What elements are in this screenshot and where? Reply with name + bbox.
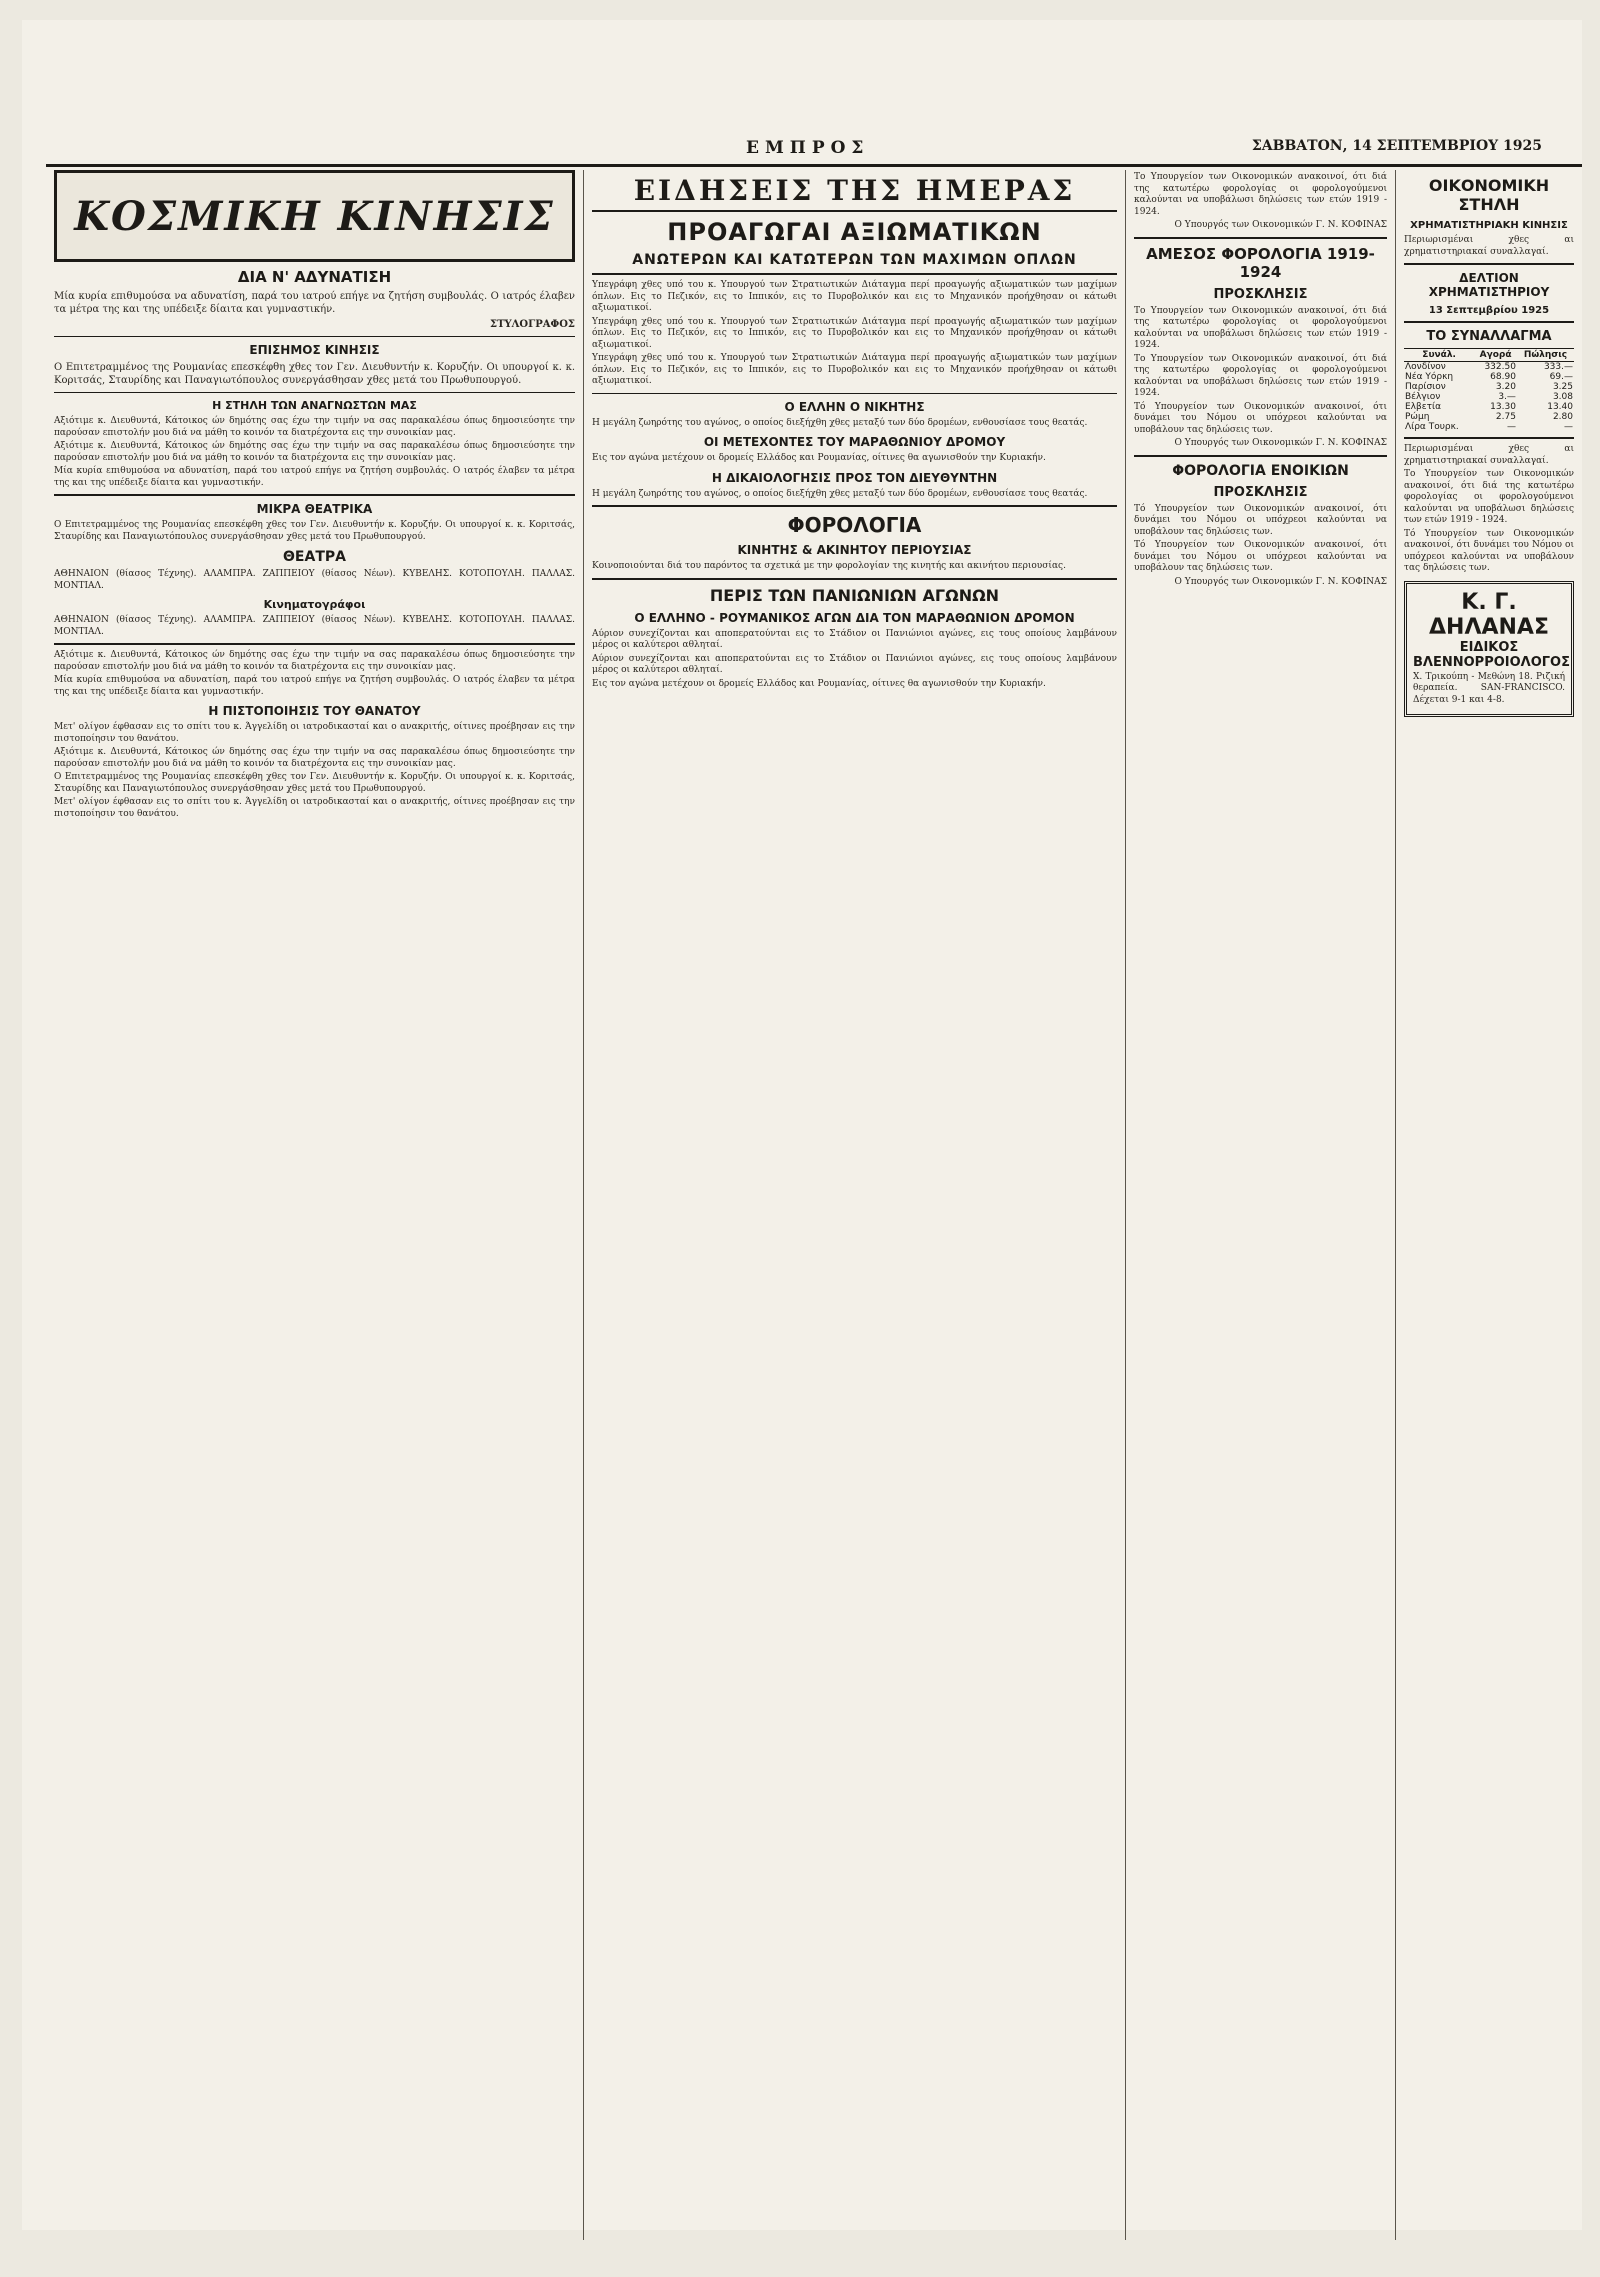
article-body: Ο Επιτετραμμένος της Ρουμανίας επεσκέφθη χθες τον Γεν. Διευθυντήν κ. Κορυζήν. Οι υπουργοί κ. κ. Κοριτσάς, Σταυρίδης και Παναγιωτόπουλος συνεργάσθησαν χθες μετά του Πρωθυπουργού. <box>54 520 575 542</box>
column-economy <box>1396 170 1582 2240</box>
table-cell: 2.80 <box>1552 412 1573 422</box>
section-title: ΟΙΚΟΝΟΜΙΚΗ ΣΤΗΛΗ <box>1428 176 1550 214</box>
article-title: Η ΣΤΗΛΗ ΤΩΝ ΑΝΑΓΝΩΣΤΩΝ ΜΑΣ <box>212 399 417 412</box>
table-header-cell: Συνάλ. <box>1404 349 1474 362</box>
main-headline: ΠΡΟΑΓΩΓΑΙ ΑΞΙΩΜΑΤΙΚΩΝ <box>667 218 1042 246</box>
article-body: Η μεγάλη ζωηρότης του αγώνος, ο οποίος διεξήχθη χθες μεταξύ των δύο δρομέων, ενθουσίασε τους θεατάς. <box>592 488 1088 499</box>
exchange-table <box>1404 348 1574 432</box>
article-body-filler: Μία κυρία επιθυμούσα να αδυνατίση, παρά του ιατρού επήγε να ζητήση συμβουλάς. Ο ιατρός έλαβεν τα μέτρα της και της υπέδειξε δίαιτα και γυμναστικήν. <box>54 466 575 488</box>
article-subtitle: ΠΡΟΣΚΛΗΣΙΣ <box>1213 286 1308 302</box>
table-cell: Ελβετία <box>1405 402 1442 412</box>
exchange-title: ΤΟ ΣΥΝΑΛΛΑΓΜΑ <box>1426 329 1552 344</box>
article-title: ΕΠΙΣΗΜΟΣ ΚΙΝΗΣΙΣ <box>249 343 380 357</box>
article-title: ΟΙ ΜΕΤΕΧΟΝΤΕΣ ΤΟΥ ΜΑΡΑΘΩΝΙΟΥ ΔΡΟΜΟΥ <box>703 435 1006 449</box>
article-title: ΔΙΑ Ν' ΑΔΥΝΑΤΙΣΗ <box>237 268 392 286</box>
article-body: Εις τον αγώνα μετέχουν οι δρομείς Ελλάδος και Ρουμανίας, οίτινες θα αγωνισθούν την Κυριακήν. <box>592 453 1046 463</box>
table-row <box>1404 382 1574 392</box>
article-body-filler: Το Υπουργείον των Οικονομικών ανακοινοί, ότι διά της κατωτέρω φορολογίας οι φορολογούμενοι καλούνται να υποβάλωσι δηλώσεις των ετών 1919 - 1924. <box>1404 469 1574 525</box>
article-body-filler: Αύριον συνεχίζονται και αποπερατούνται εις το Στάδιον οι Πανιώνιοι αγώνες, εις τους οποίους λαμβάνουν μέρος οι καλύτεροι αθληταί. <box>592 653 1117 675</box>
article-body-filler: Τό Υπουργείον των Οικονομικών ανακοινοί, ότι δυνάμει του Νόμου οι υπόχρεοι καλούνται να υποβάλουν τας δηλώσεις των. <box>1404 528 1574 573</box>
article-title: Η ΔΙΚΑΙΟΛΟΓΗΣΙΣ ΠΡΟΣ ΤΟΝ ΔΙΕΥΘΥΝΤΗΝ <box>711 470 998 485</box>
table-cell: 2.75 <box>1495 412 1516 422</box>
table-header-cell: Πώλησις <box>1517 349 1574 362</box>
divider <box>54 494 575 496</box>
table-cell: — <box>1506 422 1516 432</box>
bulletin-date: 13 Σεπτεμβρίου 1925 <box>1428 305 1550 316</box>
article-body: Το Υπουργείον των Οικονομικών ανακοινοί, ότι διά της κατωτέρω φορολογίας οι φορολογούμενοι καλούνται να υποβάλωσι δηλώσεις των ετών 1919 - 1924. <box>1134 305 1387 350</box>
divider <box>592 273 1117 275</box>
table-cell: 13.40 <box>1547 402 1573 412</box>
table-cell: Παρίσιον <box>1405 382 1446 392</box>
table-cell: 3.25 <box>1552 382 1573 392</box>
article-title: ΦΟΡΟΛΟΓΙΑ <box>787 513 922 537</box>
article-subtitle: ΠΡΟΣΚΛΗΣΙΣ <box>1213 484 1308 500</box>
table-cell: 332.50 <box>1484 362 1516 372</box>
divider <box>1404 437 1574 439</box>
ad-subtitle: ΕΙΔΙΚΟΣ ΒΛΕΝΝΟΡΡΟΙΟΛΟΓΟΣ <box>1413 639 1570 670</box>
article-title: ΠΕΡΙΣ ΤΩΝ ΠΑΝΙΩΝΙΩΝ ΑΓΩΝΩΝ <box>709 585 1000 605</box>
main-subheadline: ΑΝΩΤΕΡΩΝ ΚΑΙ ΚΑΤΩΤΕΡΩΝ ΤΩΝ ΜΑΧΙΜΩΝ ΟΠΛΩΝ <box>632 252 1077 268</box>
newspaper-page <box>22 20 1582 2230</box>
bulletin-title: ΔΕΛΤΙΟΝ ΧΡΗΜΑΤΙΣΤΗΡΙΟΥ <box>1428 271 1550 299</box>
article-body-filler: Το Υπουργείον των Οικονομικών ανακοινοί, ότι διά της κατωτέρω φορολογίας οι φορολογούμενοι καλούνται να υποβάλωσι δηλώσεις των ετών 1919 - 1924. <box>1134 353 1387 398</box>
table-cell: Λονδίνον <box>1405 362 1446 372</box>
table-cell: 13.30 <box>1490 402 1516 412</box>
article-body-filler: Εις τον αγώνα μετέχουν οι δρομείς Ελλάδος και Ρουμανίας, οίτινες θα αγωνισθούν την Κυριακήν. <box>592 678 1046 689</box>
article-body-filler: Μετ' ολίγον έφθασαν εις το σπίτι του κ. Άγγελίδη οι ιατροδικασταί και ο ανακριτής, οίτινες προέβησαν εις την πιστοποίησιν του θανάτου. <box>54 797 575 819</box>
column-news <box>584 170 1126 2240</box>
table-cell: Λίρα Τουρκ. <box>1405 422 1459 432</box>
ad-body: Χ. Τρικούπη - Μεθώνη 18. Ριζική θεραπεία. SAN-FRANCISCO. Δέχεται 9-1 και 4-8. <box>1413 671 1565 705</box>
section-title: ΜΙΚΡΑ ΘΕΑΤΡΙΚΑ <box>256 502 373 516</box>
article-body-filler: Ο Επιτετραμμένος της Ρουμανίας επεσκέφθη χθες τον Γεν. Διευθυντήν κ. Κορυζήν. Οι υπουργοί κ. κ. Κοριτσάς, Σταυρίδης και Παναγιωτόπουλος συνεργάσθησαν χθες μετά του Πρωθυπουργού. <box>54 772 575 794</box>
divider <box>592 393 1117 394</box>
table-cell: Νέα Υόρκη <box>1405 372 1454 382</box>
table-header-row <box>1404 349 1574 362</box>
cinema-listing: ΑΘΗΝΑΙΟΝ (θίασος Τέχνης). ΑΛΑΜΠΡΑ. ΖΑΠΠΕΙΟΥ (θίασος Νέων). ΚΥΒΕΛΗΣ. ΚΟΤΟΠΟΥΛΗ. ΠΑΛΛΑΣ. ΜΟΝΤΙΑΛ. <box>54 615 575 637</box>
theater-listing: ΑΘΗΝΑΙΟΝ (θίασος Τέχνης). ΑΛΑΜΠΡΑ. ΖΑΠΠΕΙΟΥ (θίασος Νέων). ΚΥΒΕΛΗΣ. ΚΟΤΟΠΟΥΛΗ. ΠΑΛΛΑΣ. ΜΟΝΤΙΑΛ. <box>54 569 575 591</box>
table-row <box>1404 362 1574 373</box>
divider <box>54 643 575 645</box>
article-signature: Ο Υπουργός των Οικονομικών Γ. Ν. ΚΟΦΙΝΑΣ <box>1174 576 1387 587</box>
divider <box>54 392 575 393</box>
table-cell: 3.08 <box>1552 392 1573 402</box>
table-header-cell: Αγορά <box>1474 349 1517 362</box>
table-row <box>1404 412 1574 422</box>
column-tax <box>1126 170 1396 2240</box>
table-cell: — <box>1564 422 1573 432</box>
table-cell: 3.20 <box>1495 382 1516 392</box>
article-body: Μία κυρία επιθυμούσα να αδυνατίση, παρά του ιατρού επήγε να ζητήση συμβουλάς. Ο ιατρός έλαβεν τα μέτρα της και της υπέδειξε δίαιτα και γυμναστικήν. <box>54 291 575 315</box>
table-row <box>1404 402 1574 412</box>
divider <box>1404 263 1574 265</box>
divider <box>1134 455 1387 457</box>
issue-date: ΣΑΒΒΑΤΟΝ, 14 ΣΕΠΤΕΜΒΡΙΟΥ 1925 <box>1251 138 1542 154</box>
divider <box>592 505 1117 507</box>
article-signature: ΣΤΥΛΟΓΡΑΦΟΣ <box>490 319 575 330</box>
divider <box>1404 321 1574 323</box>
article-body: Κοινοποιούνται διά του παρόντος τα σχετικά με την φορολογίαν της κινητής και ακινήτου περιουσίας. <box>592 561 1066 571</box>
article-body-filler: Τό Υπουργείον των Οικονομικών ανακοινοί, ότι δυνάμει του Νόμου οι υπόχρεοι καλούνται να υποβάλουν τας δηλώσεις των. <box>1134 540 1387 573</box>
newspaper-name: ΕΜΠΡΟΣ <box>746 138 870 158</box>
article-body: Μία κυρία επιθυμούσα να αδυνατίση, παρά του ιατρού επήγε να ζητήση συμβουλάς. Ο ιατρός έλαβεν τα μέτρα της και της υπέδειξε δίαιτα και γυμναστικήν. <box>54 675 575 697</box>
article-title: ΑΜΕΣΟΣ ΦΟΡΟΛΟΓΙΑ 1919-1924 <box>1146 244 1375 281</box>
table-cell: Ρώμη <box>1405 412 1430 422</box>
article-title: ΦΟΡΟΛΟΓΙΑ ΕΝΟΙΚΙΩΝ <box>1172 462 1349 479</box>
article-body: Αξιότιμε κ. Διευθυντά, Κάτοικος ών δημότης σας έχω την τιμήν να σας παρακαλέσω όπως δημοσιεύσητε την παρούσαν επιστολήν μου διά να μάθη το κοινόν τα διατρέχοντα εις την συνοικίαν μας. <box>54 416 575 438</box>
article-signature: Ο Υπουργός των Οικονομικών Γ. Ν. ΚΟΦΙΝΑΣ <box>1174 220 1387 230</box>
article-body: Αξιότιμε κ. Διευθυντά, Κάτοικος ών δημότης σας έχω την τιμήν να σας παρακαλέσω όπως δημοσιεύσητε την παρούσαν επιστολήν μου διά να μάθη το κοινόν τα διατρέχοντα εις την συνοικίαν μας. <box>54 650 575 672</box>
article-signature: Ο Υπουργός των Οικονομικών Γ. Ν. ΚΟΦΙΝΑΣ <box>1174 438 1387 448</box>
article-body: Περιωρισμέναι χθες αι χρηματιστηριακαί συναλλαγαί. <box>1404 444 1574 466</box>
article-body-filler: Αξιότιμε κ. Διευθυντά, Κάτοικος ών δημότης σας έχω την τιμήν να σας παρακαλέσω όπως δημοσιεύσητε την παρούσαν επιστολήν μου διά να μάθη το κοινόν τα διατρέχοντα εις την συνοικίαν μας. <box>54 747 575 769</box>
table-cell: Βέλγιον <box>1405 392 1441 402</box>
article-body: Ο Επιτετραμμένος της Ρουμανίας επεσκέφθη χθες τον Γεν. Διευθυντήν κ. Κορυζήν. Οι υπουργοί κ. κ. Κοριτσάς, Σταυρίδης και Παναγιωτόπουλος συνεργάσθησαν χθες μετά του Πρωθυπουργού. <box>54 362 575 386</box>
table-cell: 333.— <box>1543 362 1573 372</box>
table-row <box>1404 392 1574 402</box>
article-body-filler: Υπεγράφη χθες υπό του κ. Υπουργού των Στρατιωτικών Διάταγμα περί προαγωγής αξιωματικών των μαχίμων όπλων. Εις το Πεζικόν, εις το Ιππικόν, εις το Πυροβολικόν και εις το Μηχανικόν προήχθησαν οι κάτωθι αξιωματικοί. <box>592 316 1117 350</box>
article-title: Ο ΕΛΛΗΝ Ο ΝΙΚΗΤΗΣ <box>784 399 925 414</box>
table-cell: 68.90 <box>1490 372 1516 382</box>
divider <box>592 578 1117 580</box>
table-cell: 69.— <box>1549 372 1573 382</box>
article-body: Περιωρισμέναι χθες αι χρηματιστηριακαί συναλλαγαί. <box>1404 235 1574 257</box>
table-row <box>1404 372 1574 382</box>
article-subtitle: ΚΙΝΗΤΗΣ & ΑΚΙΝΗΤΟΥ ΠΕΡΙΟΥΣΙΑΣ <box>737 543 972 557</box>
doctor-advertisement <box>1404 581 1574 718</box>
section-banner-eidiseis: ΕΙΔΗΣΕΙΣ ΤΗΣ ΗΜΕΡΑΣ <box>592 170 1117 212</box>
article-body: Αύριον συνεχίζονται και αποπερατούνται εις το Στάδιον οι Πανιώνιοι αγώνες, εις τους οποίους λαμβάνουν μέρος οι καλύτεροι αθληταί. <box>592 628 1117 650</box>
divider <box>1134 237 1387 239</box>
article-title: Η ΠΙΣΤΟΠΟΙΗΣΙΣ ΤΟΥ ΘΑΝΑΤΟΥ <box>208 704 421 718</box>
table-cell: 3.— <box>1498 392 1516 402</box>
section-title: ΘΕΑΤΡΑ <box>283 549 346 565</box>
article-body-filler: Αξιότιμε κ. Διευθυντά, Κάτοικος ών δημότης σας έχω την τιμήν να σας παρακαλέσω όπως δημοσιεύσητε την παρούσαν επιστολήν μου διά να μάθη το κοινόν τα διατρέχοντα εις την συνοικίαν μας. <box>54 441 575 463</box>
article-body-filler: Τό Υπουργείον των Οικονομικών ανακοινοί, ότι δυνάμει του Νόμου οι υπόχρεοι καλούνται να υποβάλουν τας δηλώσεις των. <box>1134 401 1387 435</box>
article-body: Η μεγάλη ζωηρότης του αγώνος, ο οποίος διεξήχθη χθες μεταξύ των δύο δρομέων, ενθουσίασε τους θεατάς. <box>592 417 1088 428</box>
divider <box>54 336 575 337</box>
table-row <box>1404 422 1574 432</box>
article-body: Τό Υπουργείον των Οικονομικών ανακοινοί, ότι δυνάμει του Νόμου οι υπόχρεοι καλούνται να υποβάλουν τας δηλώσεις των. <box>1134 503 1387 537</box>
section-banner-kosmiki-kinisis: ΚΟΣΜΙΚΗ ΚΙΝΗΣΙΣ <box>54 170 575 262</box>
article-body: Μετ' ολίγον έφθασαν εις το σπίτι του κ. Άγγελίδη οι ιατροδικασταί και ο ανακριτής, οίτινες προέβησαν εις την πιστοποίησιν του θανάτου. <box>54 722 575 744</box>
article-body-filler: Υπεγράφη χθες υπό του κ. Υπουργού των Στρατιωτικών Διάταγμα περί προαγωγής αξιωματικών των μαχίμων όπλων. Εις το Πεζικόν, εις το Ιππικόν, εις το Πυροβολικόν και εις το Μηχανικόν προήχθησαν οι κάτωθι αξιωματικοί. <box>592 353 1117 386</box>
article-subtitle: Ο ΕΛΛΗΝΟ - ΡΟΥΜΑΝΙΚΟΣ ΑΓΩΝ ΔΙΑ ΤΟΝ ΜΑΡΑΘΩΝΙΟΝ ΔΡΟΜΟΝ <box>634 610 1075 625</box>
column-social <box>46 170 584 2240</box>
section-title: Κινηματογράφοι <box>263 598 366 611</box>
article-body: Το Υπουργείον των Οικονομικών ανακοινοί, ότι διά της κατωτέρω φορολογίας οι φορολογούμενοι καλούνται να υποβάλωσι δηλώσεις των ετών 1919 - 1924. <box>1134 172 1387 217</box>
masthead <box>46 138 1582 167</box>
section-subtitle: ΧΡΗΜΑΤΙΣΤΗΡΙΑΚΗ ΚΙΝΗΣΙΣ <box>1410 220 1568 231</box>
ad-title: Κ. Γ. ΔΗΛΑΝΑΣ <box>1429 589 1549 640</box>
article-body: Υπεγράφη χθες υπό του κ. Υπουργού των Στρατιωτικών Διάταγμα περί προαγωγής αξιωματικών των μαχίμων όπλων. Εις το Πεζικόν, εις το Ιππικόν, εις το Πυροβολικόν και εις το Μηχανικόν προήχθησαν οι κάτωθι αξιωματικοί. <box>592 280 1117 313</box>
